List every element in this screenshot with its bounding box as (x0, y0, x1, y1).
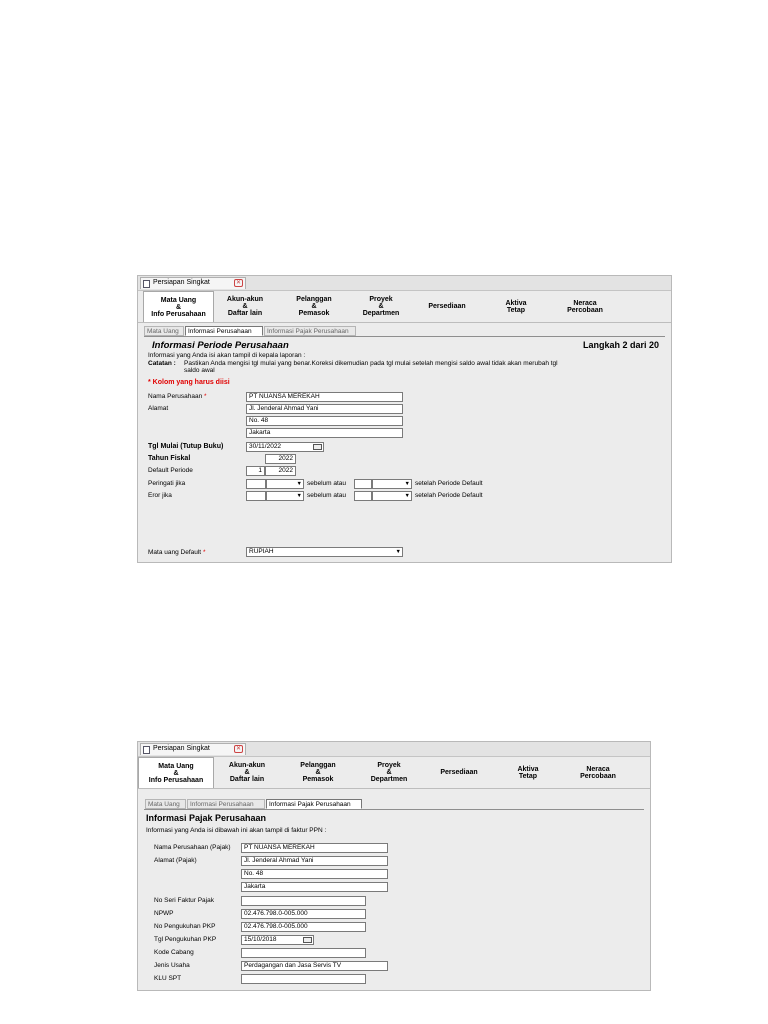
form-panel (144, 336, 665, 559)
chevron-down-icon: ▼ (296, 481, 302, 487)
document-tab-label: Persiapan Singkat (153, 279, 210, 286)
chevron-down-icon: ▼ (404, 481, 410, 487)
step-inventory[interactable]: Persediaan (440, 769, 478, 776)
tab-currency[interactable]: Mata Uang (145, 799, 186, 809)
error-before-text: sebelum atau (307, 492, 347, 499)
error-after-count[interactable] (354, 491, 372, 501)
branch-code-label: Kode Cabang (154, 949, 194, 956)
pkp-number-field[interactable]: 02.476.798.0-005.000 (241, 922, 366, 932)
default-period-month-field[interactable]: 1 (246, 466, 265, 476)
intro-text: Informasi yang Anda isi akan tampil di kepala laporan : (148, 352, 306, 359)
error-before-unit-select[interactable] (266, 491, 304, 501)
step-trial-balance[interactable]: Neraca Percobaan (567, 299, 603, 314)
warning-before-text: sebelum atau (307, 480, 347, 487)
tax-invoice-serial-field[interactable] (241, 896, 366, 906)
step-projects-departments[interactable]: Proyek & Departmen (370, 762, 408, 783)
step-currency-company[interactable]: Mata Uang & Info Perusahaan (138, 757, 214, 788)
tax-invoice-serial-label: No Seri Faktur Pajak (154, 897, 214, 904)
form-panel (144, 809, 644, 987)
warning-after-unit-select[interactable] (372, 479, 412, 489)
tax-company-name-field[interactable]: PT NUANSA MEREKAH (241, 843, 388, 853)
step-accounts[interactable]: Akun-akun & Daftar lain (228, 762, 266, 783)
tax-address-field-2[interactable]: No. 48 (241, 869, 388, 879)
calendar-icon[interactable] (303, 937, 312, 943)
business-type-field[interactable]: Perdagangan dan Jasa Servis TV (241, 961, 388, 971)
error-after-unit-select[interactable] (372, 491, 412, 501)
note-label: Catatan : (148, 360, 176, 367)
close-icon[interactable]: ✕ (235, 280, 242, 286)
start-date-field[interactable] (246, 442, 324, 452)
warning-after-text: setelah Periode Default (415, 480, 483, 487)
document-tab[interactable] (140, 277, 246, 289)
document-tab-bar (138, 276, 671, 291)
step-projects-departments[interactable]: Proyek & Departmen (362, 296, 400, 317)
tax-company-name-label: Nama Perusahaan (Pajak) (154, 844, 231, 851)
pkp-date-field[interactable] (241, 935, 314, 945)
step-fixed-assets[interactable]: Aktiva Tetap (517, 765, 539, 780)
currency-value: RUPIAH (249, 548, 274, 555)
wizard-step-bar (138, 757, 650, 789)
wizard-step-bar (138, 291, 671, 323)
currency-select[interactable] (246, 547, 403, 557)
close-icon[interactable]: ✕ (235, 746, 242, 752)
error-after-text: setelah Periode Default (415, 492, 483, 499)
start-date-label: Tgl Mulai (Tutup Buku) (148, 443, 224, 450)
klu-spt-label: KLU SPT (154, 975, 182, 982)
currency-label: Mata uang Default * (148, 549, 206, 556)
pkp-date-value: 15/10/2018 (244, 936, 277, 943)
required-fields-note: * Kolom yang harus diisi (148, 379, 230, 386)
error-before-count[interactable] (246, 491, 266, 501)
step-accounts[interactable]: Akun-akun & Daftar lain (226, 296, 264, 317)
tax-address-field-1[interactable]: Jl. Jenderal Ahmad Yani (241, 856, 388, 866)
tax-address-field-3[interactable]: Jakarta (241, 882, 388, 892)
npwp-field[interactable]: 02.476.798.0-005.000 (241, 909, 366, 919)
tab-company-tax-info[interactable]: Informasi Pajak Perusahaan (264, 326, 356, 336)
chevron-down-icon: ▼ (404, 493, 410, 499)
step-trial-balance[interactable]: Neraca Percobaan (580, 765, 616, 780)
document-icon (143, 746, 150, 754)
company-name-field[interactable]: PT NUANSA MEREKAH (246, 392, 403, 402)
fiscal-year-field[interactable]: 2022 (265, 454, 296, 464)
company-name-label: Nama Perusahaan * (148, 393, 207, 400)
step-customers-vendors[interactable]: Pelanggan & Pemasok (296, 296, 332, 317)
start-date-value: 30/11/2022 (249, 443, 282, 450)
calendar-icon[interactable] (313, 444, 322, 450)
tax-address-label: Alamat (Pajak) (154, 857, 197, 864)
tab-company-tax-info[interactable]: Informasi Pajak Perusahaan (266, 799, 362, 809)
npwp-label: NPWP (154, 910, 174, 917)
pkp-date-label: Tgl Pengukuhan PKP (154, 936, 217, 943)
tab-company-info[interactable]: Informasi Perusahaan (187, 799, 265, 809)
note-text-line1: Pastikan Anda mengisi tgl mulai yang benar.Koreksi dikemudian pada tgl mulai setelah mengisi saldo awal tidak akan merubah tgl (184, 360, 558, 367)
error-label: Eror jika (148, 492, 172, 499)
step-customers-vendors[interactable]: Pelanggan & Pemasok (300, 762, 336, 783)
pkp-number-label: No Pengukuhan PKP (154, 923, 216, 930)
chevron-down-icon: ▼ (296, 493, 302, 499)
fiscal-year-label: Tahun Fiskal (148, 455, 191, 462)
note-text-line2: saldo awal (184, 367, 215, 374)
address-field-2[interactable]: No. 48 (246, 416, 403, 426)
document-tab[interactable] (140, 743, 246, 755)
klu-spt-field[interactable] (241, 974, 366, 984)
intro-text: Informasi yang Anda isi dibawah ini akan tampil di faktur PPN : (146, 827, 327, 834)
warning-before-unit-select[interactable] (266, 479, 304, 489)
chevron-down-icon: ▼ (395, 549, 401, 555)
step-currency-company[interactable]: Mata Uang & Info Perusahaan (143, 291, 214, 322)
warning-after-count[interactable] (354, 479, 372, 489)
page-title: Informasi Pajak Perusahaan (146, 813, 267, 823)
tab-company-info[interactable]: Informasi Perusahaan (185, 326, 263, 336)
business-type-label: Jenis Usaha (154, 962, 190, 969)
page-title: Informasi Periode Perusahaan (152, 340, 289, 351)
wizard-screenshot-company-period (137, 275, 672, 563)
step-counter: Langkah 2 dari 20 (582, 340, 659, 350)
default-period-year-field[interactable]: 2022 (265, 466, 296, 476)
address-field-3[interactable]: Jakarta (246, 428, 403, 438)
wizard-screenshot-company-tax (137, 741, 651, 991)
document-tab-label: Persiapan Singkat (153, 745, 210, 752)
document-icon (143, 280, 150, 288)
address-field-1[interactable]: Jl. Jenderal Ahmad Yani (246, 404, 403, 414)
branch-code-field[interactable] (241, 948, 366, 958)
step-fixed-assets[interactable]: Aktiva Tetap (505, 299, 527, 314)
warning-label: Peringati jika (148, 480, 186, 487)
address-label: Alamat (148, 405, 169, 412)
document-tab-bar (138, 742, 650, 757)
step-inventory[interactable]: Persediaan (428, 303, 466, 310)
warning-before-count[interactable] (246, 479, 266, 489)
default-period-label: Default Periode (148, 467, 193, 474)
tab-currency[interactable]: Mata Uang (144, 326, 184, 336)
